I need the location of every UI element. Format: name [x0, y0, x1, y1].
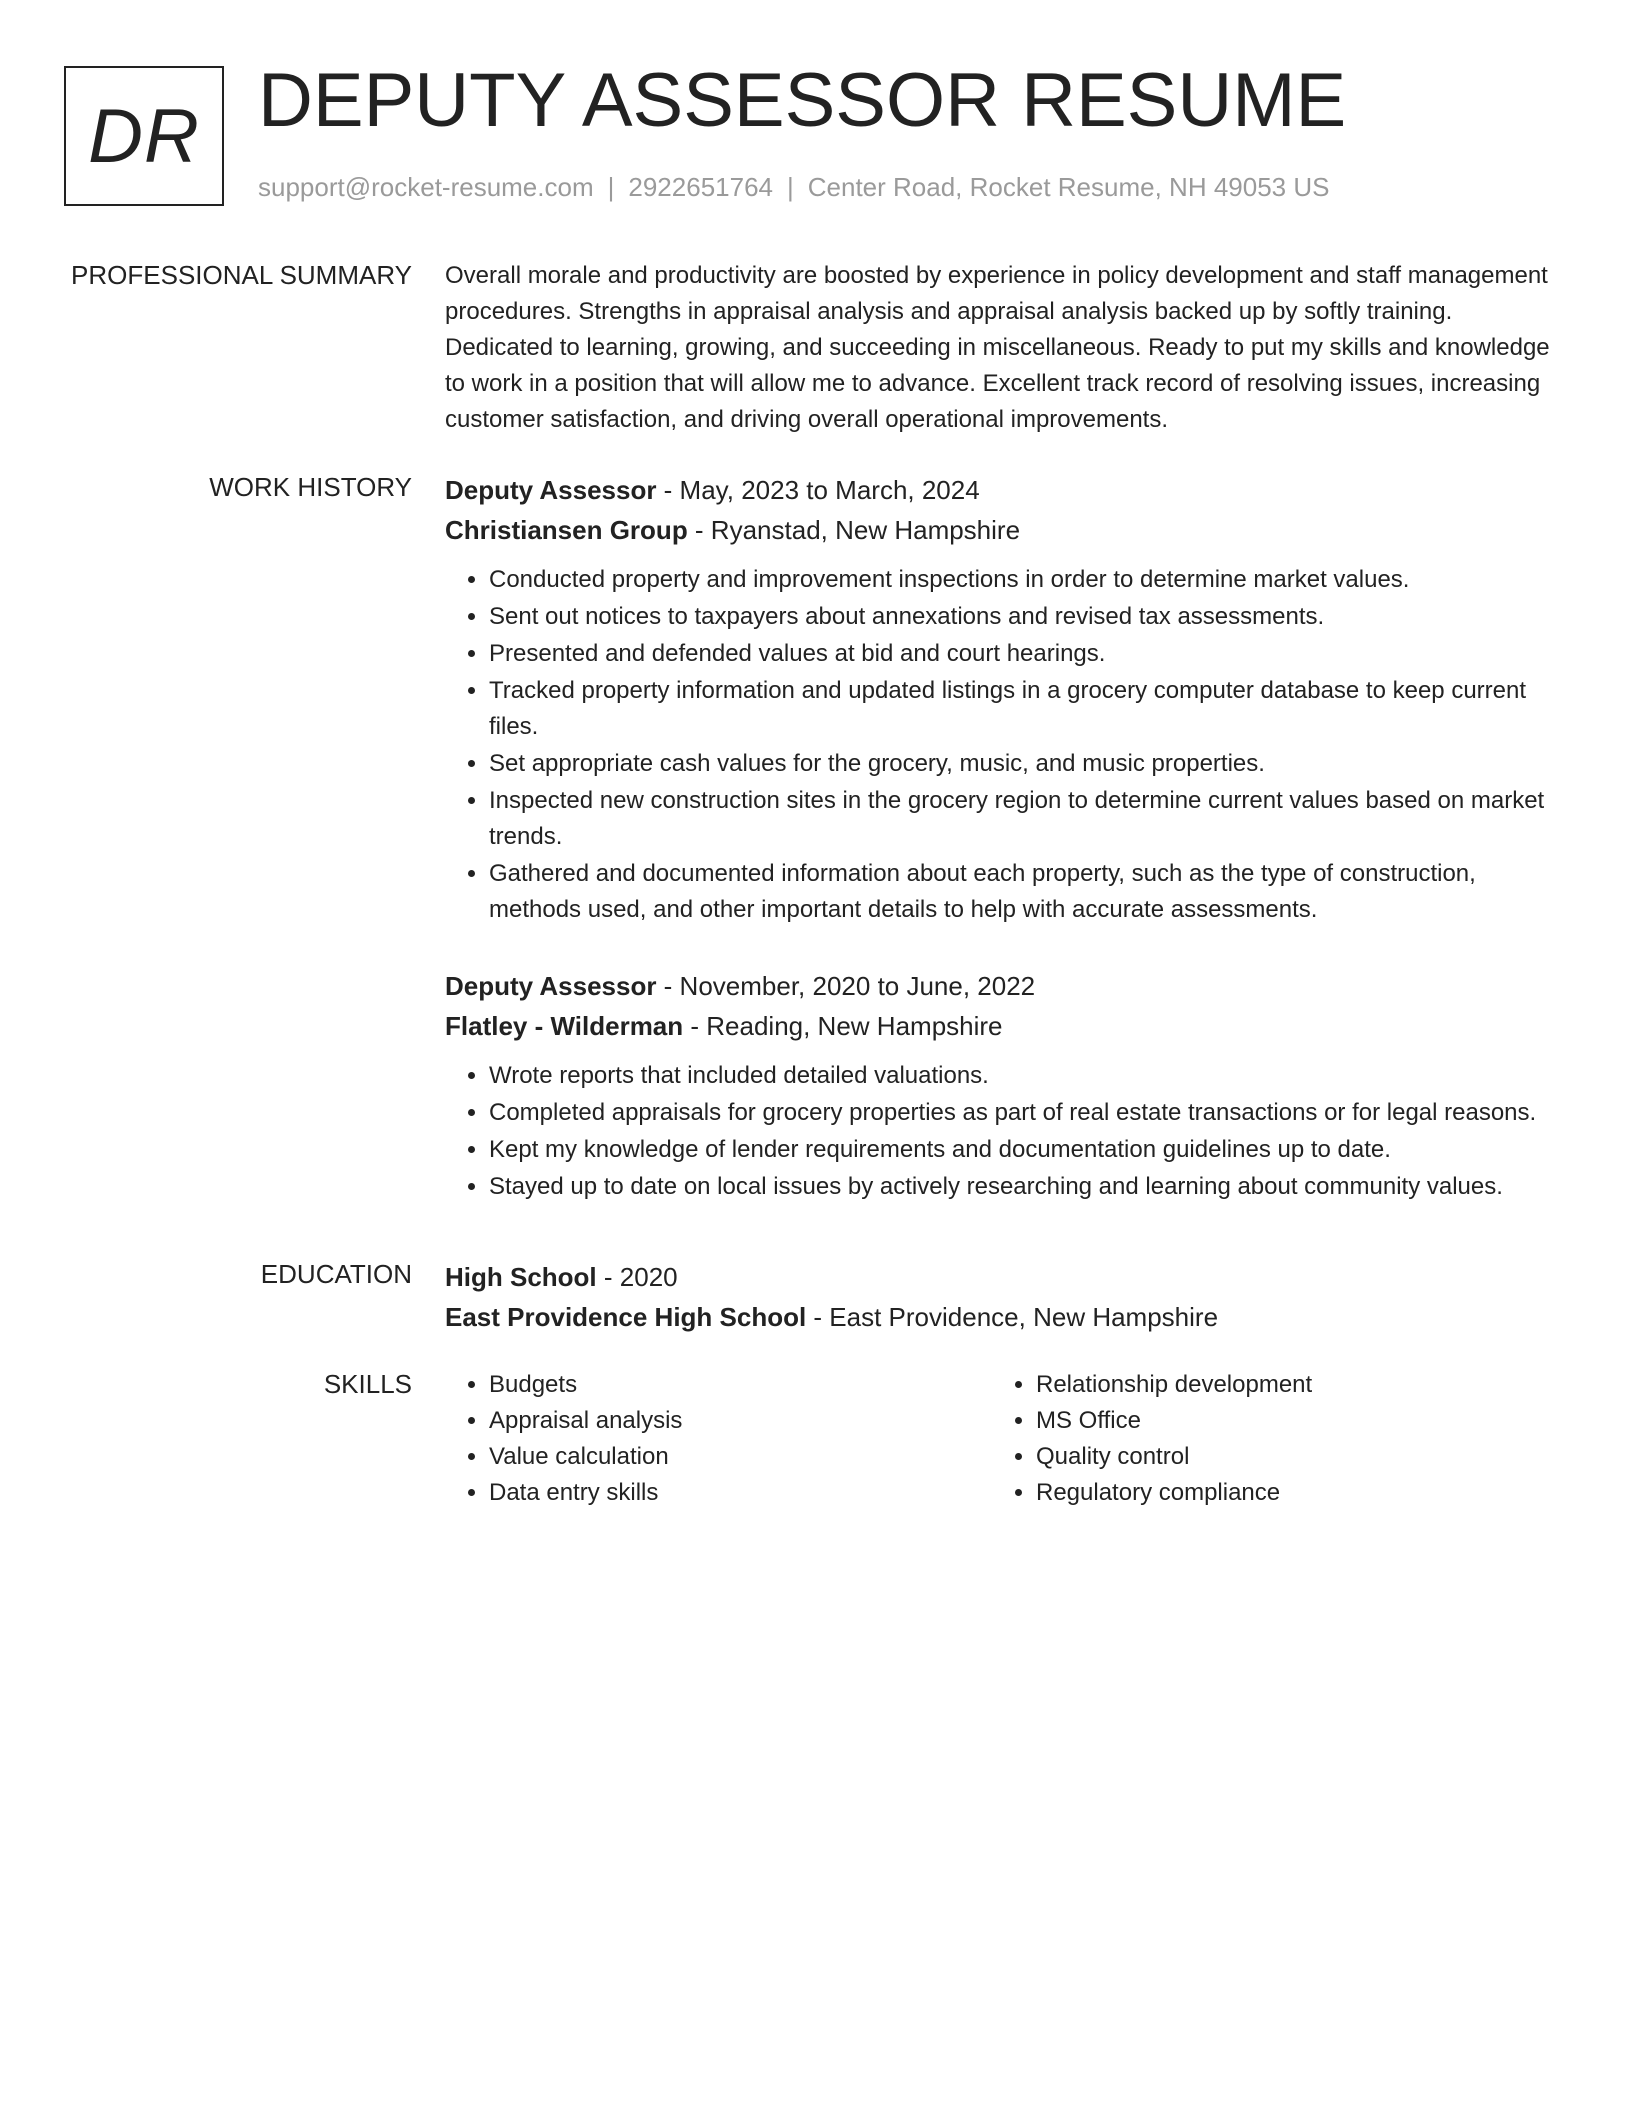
job-role: Deputy Assessor — [445, 971, 657, 1001]
section-title-skills: SKILLS — [323, 1369, 412, 1399]
skill-item: • Data entry skills — [489, 1475, 992, 1511]
job-location: - Ryanstad, New Hampshire — [687, 515, 1021, 545]
job-bullet: • Presented and defended values at bid and court hearings. — [489, 636, 1565, 672]
monogram-box — [64, 66, 224, 206]
education-year: - 2020 — [596, 1262, 678, 1292]
skill-item: • Regulatory compliance — [1036, 1475, 1536, 1511]
contact-line — [258, 172, 1329, 203]
contact-email: support@rocket-resume.com — [258, 172, 594, 202]
education-school: East Providence High School — [445, 1302, 807, 1332]
job-bullets — [445, 562, 1565, 928]
skill-item: • Budgets — [489, 1367, 992, 1403]
skill-item: • Relationship development — [1036, 1367, 1536, 1403]
job-company: Christiansen Group — [445, 515, 688, 545]
job-dates: - May, 2023 to March, 2024 — [656, 475, 980, 505]
education-location: - East Providence, New Hampshire — [806, 1302, 1219, 1332]
job-company-line — [445, 510, 1565, 550]
education-degree-line — [445, 1257, 1565, 1297]
job-role: Deputy Assessor — [445, 475, 657, 505]
skill-item: • MS Office — [1036, 1403, 1536, 1439]
monogram-initials: DR — [88, 93, 200, 179]
skills-list-right — [992, 1367, 1536, 1511]
job-company-line — [445, 1006, 1565, 1046]
contact-phone: 2922651764 — [628, 172, 773, 202]
job-entry — [445, 470, 1565, 928]
skill-item: • Quality control — [1036, 1439, 1536, 1475]
job-bullet: • Set appropriate cash values for the grocery, music, and music properties. — [489, 746, 1565, 782]
job-bullet: • Conducted property and improvement inspections in order to determine market values. — [489, 562, 1565, 598]
section-title-summary: PROFESSIONAL SUMMARY — [71, 260, 412, 290]
contact-separator: | — [607, 172, 615, 202]
job-bullet: • Wrote reports that included detailed valuations. — [489, 1058, 1565, 1094]
resume-title: DEPUTY ASSESSOR RESUME — [258, 58, 1347, 143]
job-bullet: • Stayed up to date on local issues by actively researching and learning about community values. — [489, 1169, 1565, 1205]
job-bullet: • Sent out notices to taxpayers about annexations and revised tax assessments. — [489, 599, 1565, 635]
education-body — [445, 1257, 1565, 1337]
skill-item: • Value calculation — [489, 1439, 992, 1475]
skills-body — [445, 1367, 1565, 1511]
job-bullet: • Completed appraisals for grocery properties as part of real estate transactions or for legal reasons. — [489, 1095, 1565, 1131]
job-bullet: • Kept my knowledge of lender requirements and documentation guidelines up to date. — [489, 1132, 1565, 1168]
skill-item: • Appraisal analysis — [489, 1403, 992, 1439]
section-title-education: EDUCATION — [260, 1259, 412, 1289]
job-title-line — [445, 470, 1565, 510]
summary-text: Overall morale and productivity are boosted by experience in policy development and staff management procedures. Strengths in appraisal analysis and appraisal analysis backed up by softly training. Dedicated to learning, growing, and succeeding in miscellaneous. Ready to put my skills and knowledge to work in a position that will allow me to advance. Excellent track record of resolving issues, increasing customer satisfaction, and driving overall operational improvements. — [445, 262, 1550, 433]
job-bullet: • Gathered and documented information about each property, such as the type of construction, methods used, and other important details to help with accurate assessments. — [489, 856, 1565, 928]
job-bullet: • Inspected new construction sites in the grocery region to determine current values based on market trends. — [489, 783, 1565, 855]
skills-list-left — [445, 1367, 992, 1511]
job-bullets — [445, 1058, 1565, 1205]
job-entry — [445, 966, 1565, 1205]
contact-separator: | — [787, 172, 794, 202]
summary-body — [445, 258, 1565, 438]
education-school-line — [445, 1297, 1565, 1337]
job-company: Flatley - Wilderman — [445, 1011, 684, 1041]
contact-address: Center Road, Rocket Resume, NH 49053 US — [807, 172, 1330, 202]
job-title-line — [445, 966, 1565, 1006]
job-bullet: • Tracked property information and updated listings in a grocery computer database to keep current files. — [489, 673, 1565, 745]
work-history-body — [445, 470, 1565, 1243]
job-dates: - November, 2020 to June, 2022 — [656, 971, 1036, 1001]
section-title-work-history: WORK HISTORY — [209, 472, 412, 502]
education-degree: High School — [445, 1262, 597, 1292]
job-location: - Reading, New Hampshire — [683, 1011, 1003, 1041]
